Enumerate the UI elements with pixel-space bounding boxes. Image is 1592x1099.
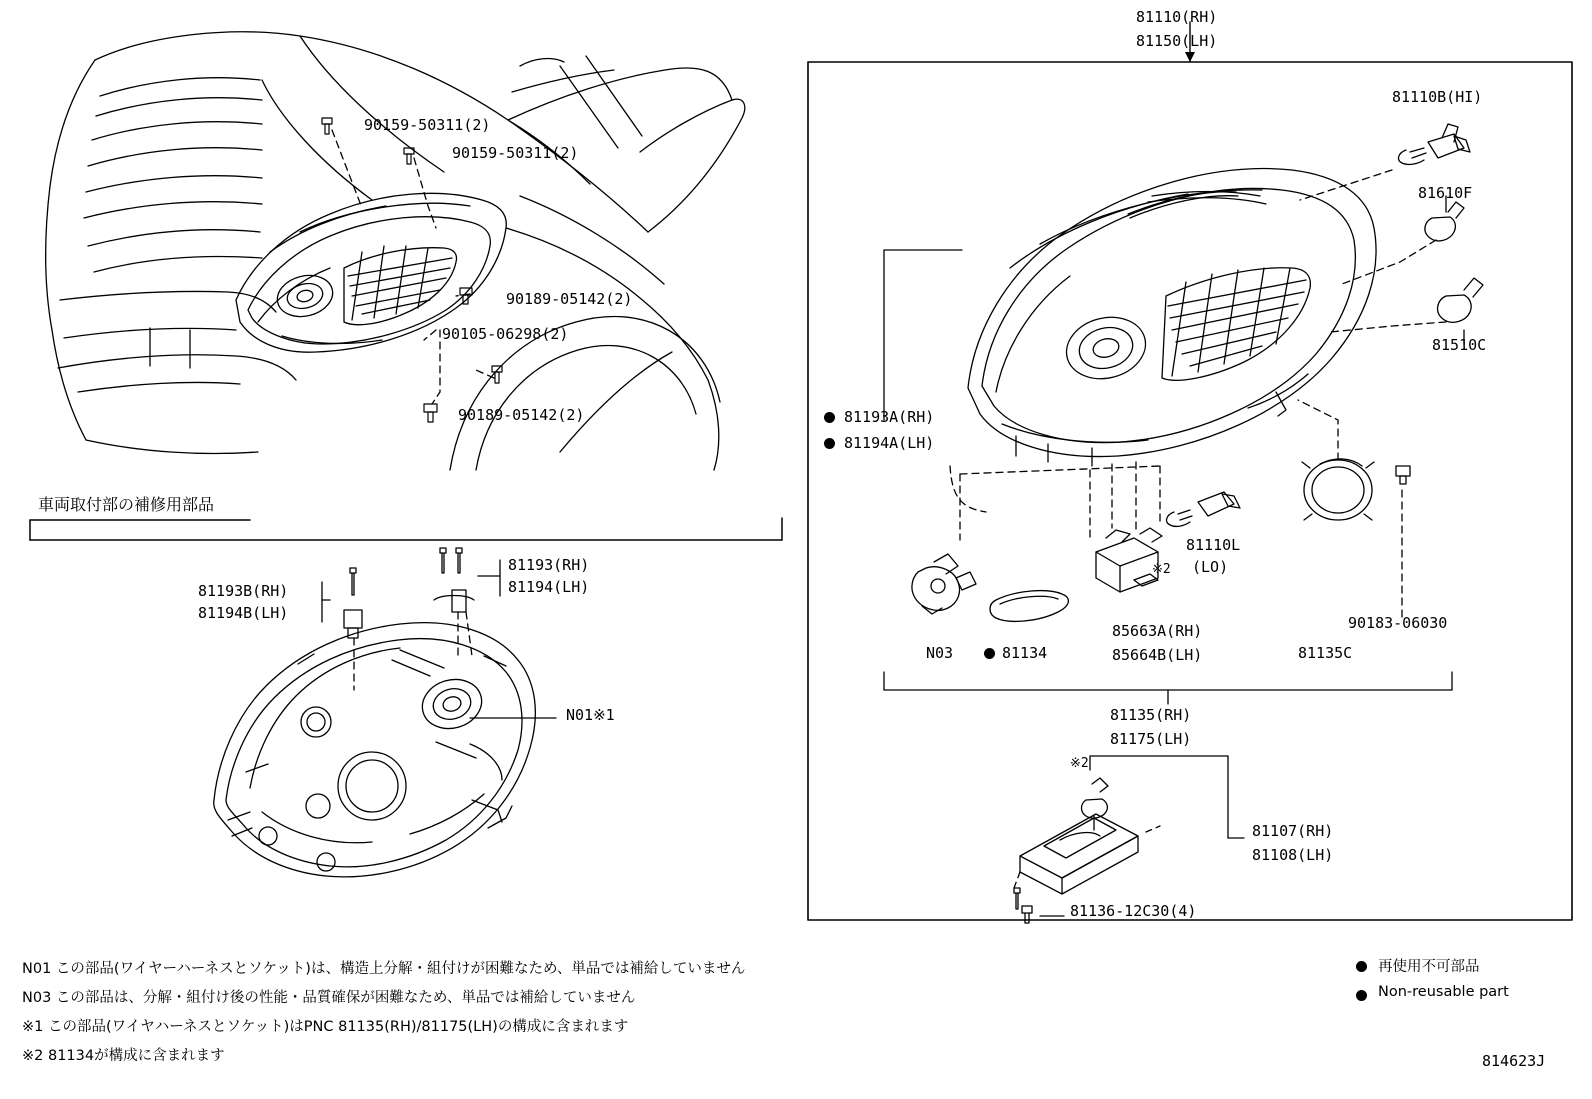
callout-note-mark-2b: ※2 xyxy=(1070,756,1089,771)
callout-90189-05142-b: 90189-05142(2) xyxy=(458,406,585,424)
note-n03: N03 この部品は、分解・組付け後の性能・品質確保が困難なため、単品では補給していません xyxy=(22,990,636,1006)
callout-81194b-lh: 81194B(LH) xyxy=(198,604,289,622)
callout-90105-06298: 90105-06298(2) xyxy=(442,325,569,343)
callout-81194a-lh: 81194A(LH) xyxy=(844,434,935,452)
legend-label-en: Non-reusable part xyxy=(1378,984,1509,1000)
nonreusable-dot-81194a xyxy=(824,438,835,449)
figure-id: 814623J xyxy=(1482,1052,1546,1070)
callout-81136-12c30: 81136-12C30(4) xyxy=(1070,902,1197,920)
callout-n03: N03 xyxy=(926,644,954,662)
header-81110-rh: 81110(RH) xyxy=(1136,8,1218,26)
callout-81193a-rh: 81193A(RH) xyxy=(844,408,935,426)
callout-81610f: 81610F xyxy=(1418,184,1473,202)
callout-81193-rh: 81193(RH) xyxy=(508,556,590,574)
header-81150-lh: 81150(LH) xyxy=(1136,32,1218,50)
note-n01: N01 この部品(ワイヤーハーネスとソケット)は、構造上分解・組付けが困難なため、単品では補給していません xyxy=(22,961,746,977)
callout-90159-50311-a: 90159-50311(2) xyxy=(364,116,491,134)
callout-81135c: 81135C xyxy=(1298,644,1353,662)
callout-81108-lh: 81108(LH) xyxy=(1252,846,1334,864)
callout-85663a-rh: 85663A(RH) xyxy=(1112,622,1203,640)
callout-81135-rh: 81135(RH) xyxy=(1110,706,1192,724)
callout-note-mark-2a: ※2 xyxy=(1152,562,1171,577)
callout-81194-lh: 81194(LH) xyxy=(508,578,590,596)
callout-81110l-lo: (LO) xyxy=(1192,558,1229,576)
callout-81134: 81134 xyxy=(1002,644,1048,662)
callout-90183-06030: 90183-06030 xyxy=(1348,614,1448,632)
legend-dot-1 xyxy=(1356,961,1367,972)
nonreusable-dot-81134 xyxy=(984,648,995,659)
callout-81107-rh: 81107(RH) xyxy=(1252,822,1334,840)
callout-81510c: 81510C xyxy=(1432,336,1487,354)
callout-90189-05142-a: 90189-05142(2) xyxy=(506,290,633,308)
callout-85664b-lh: 85664B(LH) xyxy=(1112,646,1203,664)
note-mark1: ※1 この部品(ワイヤハーネスとソケット)はPNC 81135(RH)/81175(LH)の構成に含まれます xyxy=(22,1019,629,1035)
callout-90159-50311-b: 90159-50311(2) xyxy=(452,144,579,162)
callout-81110l: 81110L xyxy=(1186,536,1241,554)
left-panel-title: 車両取付部の補修用部品 xyxy=(38,495,215,514)
legend-dot-2 xyxy=(1356,990,1367,1001)
callout-81175-lh: 81175(LH) xyxy=(1110,730,1192,748)
legend-label-jp: 再使用不可部品 xyxy=(1378,959,1480,975)
callout-81193b-rh: 81193B(RH) xyxy=(198,582,289,600)
note-mark2: ※2 81134が構成に含まれます xyxy=(22,1048,225,1064)
nonreusable-dot-81193a xyxy=(824,412,835,423)
callout-81110b-hi: 81110B(HI) xyxy=(1392,88,1483,106)
callout-n01: N01※1 xyxy=(566,706,615,724)
